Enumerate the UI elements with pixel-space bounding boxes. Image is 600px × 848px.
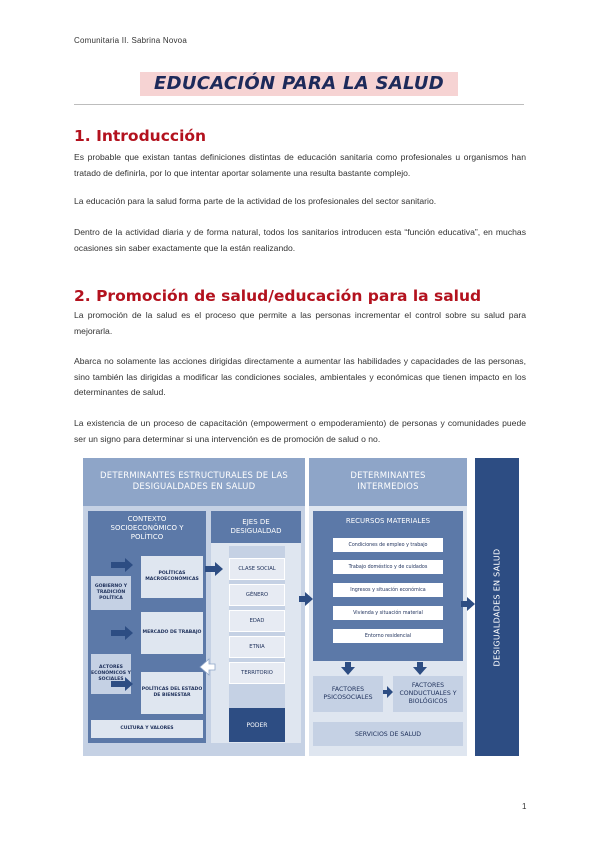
arrow-icon (461, 597, 475, 611)
arrow-icon (205, 562, 223, 576)
document-header-author: Comunitaria II. Sabrina Novoa (74, 36, 187, 45)
paragraph: Es probable que existan tantas definiciones distintas de educación sanitaria como profesionales u organismos han tratado de definirla, por lo que intentar aportar solamente una resulta bastante complejo. (74, 152, 526, 178)
resources-header: RECURSOS MATERIALES (345, 516, 431, 525)
axis-social-class: CLASE SOCIAL (229, 558, 285, 580)
context-culture: CULTURA Y VALORES (91, 720, 203, 738)
arrow-icon (111, 558, 133, 572)
context-macro-policies: POLÍTICAS MACROECONÓMICAS (141, 556, 203, 598)
axes-power: PODER (229, 708, 285, 742)
diagram-arrows (83, 458, 519, 756)
page-number: 1 (522, 802, 527, 811)
arrow-icon (383, 686, 393, 698)
intermediate-header: DETERMINANTES INTERMEDIOS (309, 458, 467, 506)
resource-employment: Condiciones de empleo y trabajo (333, 538, 443, 552)
structural-header: DETERMINANTES ESTRUCTURALES DE LAS DESIGUALDADES EN SALUD (83, 458, 305, 506)
axes-header: EJES DE DESIGUALDAD (211, 511, 301, 543)
arrow-icon (111, 677, 133, 691)
arrow-icon (111, 626, 133, 640)
axis-ethnicity: ETNIA (229, 636, 285, 658)
paragraph: La existencia de un proceso de capacitación (empowerment o empoderamiento) de personas y comunidades puede ser un signo para determinar si una intervención es de promoción de salud o no. (74, 418, 526, 444)
paragraph: La promoción de la salud es el proceso que permite a las personas incrementar el control sobre su salud para mejorarla. (74, 310, 526, 336)
factor-behavioural: FACTORES CONDUCTUALES Y BIOLÓGICOS (393, 676, 463, 712)
title-divider (74, 104, 524, 105)
factor-psychosocial: FACTORES PSICOSOCIALES (313, 676, 383, 712)
arrow-icon (200, 659, 215, 675)
resource-income: Ingresos y situación económica (333, 583, 443, 597)
resource-domestic-work: Trabajo doméstico y de cuidados (333, 560, 443, 574)
context-actors: ACTORES ECONÓMICOS Y SOCIALES (91, 654, 131, 694)
context-labour-market: MERCADO DE TRABAJO (141, 612, 203, 654)
context-welfare-policies: POLÍTICAS DEL ESTADO DE BIENESTAR (141, 672, 203, 714)
context-header: CONTEXTO SOCIOECONÓMICO Y POLÍTICO (110, 514, 184, 541)
arrow-icon (299, 592, 313, 606)
outcome-label: DESIGUALDADES EN SALUD (492, 548, 502, 666)
paragraph: Dentro de la actividad diaria y de forma natural, todos los sanitarios introducen esta “función educativa”, en muchas ocasiones sin saber exactamente que la están realizando. (74, 227, 526, 253)
section-heading-introduccion: 1. Introducción (74, 127, 207, 145)
paragraph: Abarca no solamente las acciones dirigidas directamente a aumentar las habilidades y capacidades de las personas, sino también las dirigidas a modificar las condiciones sociales, ambientales y económicas que tienen impacto en los determinantes de salud. (74, 356, 526, 397)
resource-environment: Entorno residencial (333, 629, 443, 643)
axis-territory: TERRITORIO (229, 662, 285, 684)
arrow-icon (413, 662, 427, 675)
context-government: GOBIERNO Y TRADICIÓN POLÍTICA (91, 576, 131, 610)
health-services: SERVICIOS DE SALUD (313, 722, 463, 746)
axis-gender: GÉNERO (229, 584, 285, 606)
paragraph: La educación para la salud forma parte de la actividad de los profesionales del sector sanitario. (74, 196, 437, 206)
arrow-icon (341, 662, 355, 675)
document-title: EDUCACIÓN PARA LA SALUD (153, 73, 444, 94)
resource-housing: Vivienda y situación material (333, 606, 443, 620)
health-inequalities-diagram (83, 458, 519, 756)
section-heading-promocion: 2. Promoción de salud/educación para la salud (74, 287, 482, 305)
axis-age: EDAD (229, 610, 285, 632)
